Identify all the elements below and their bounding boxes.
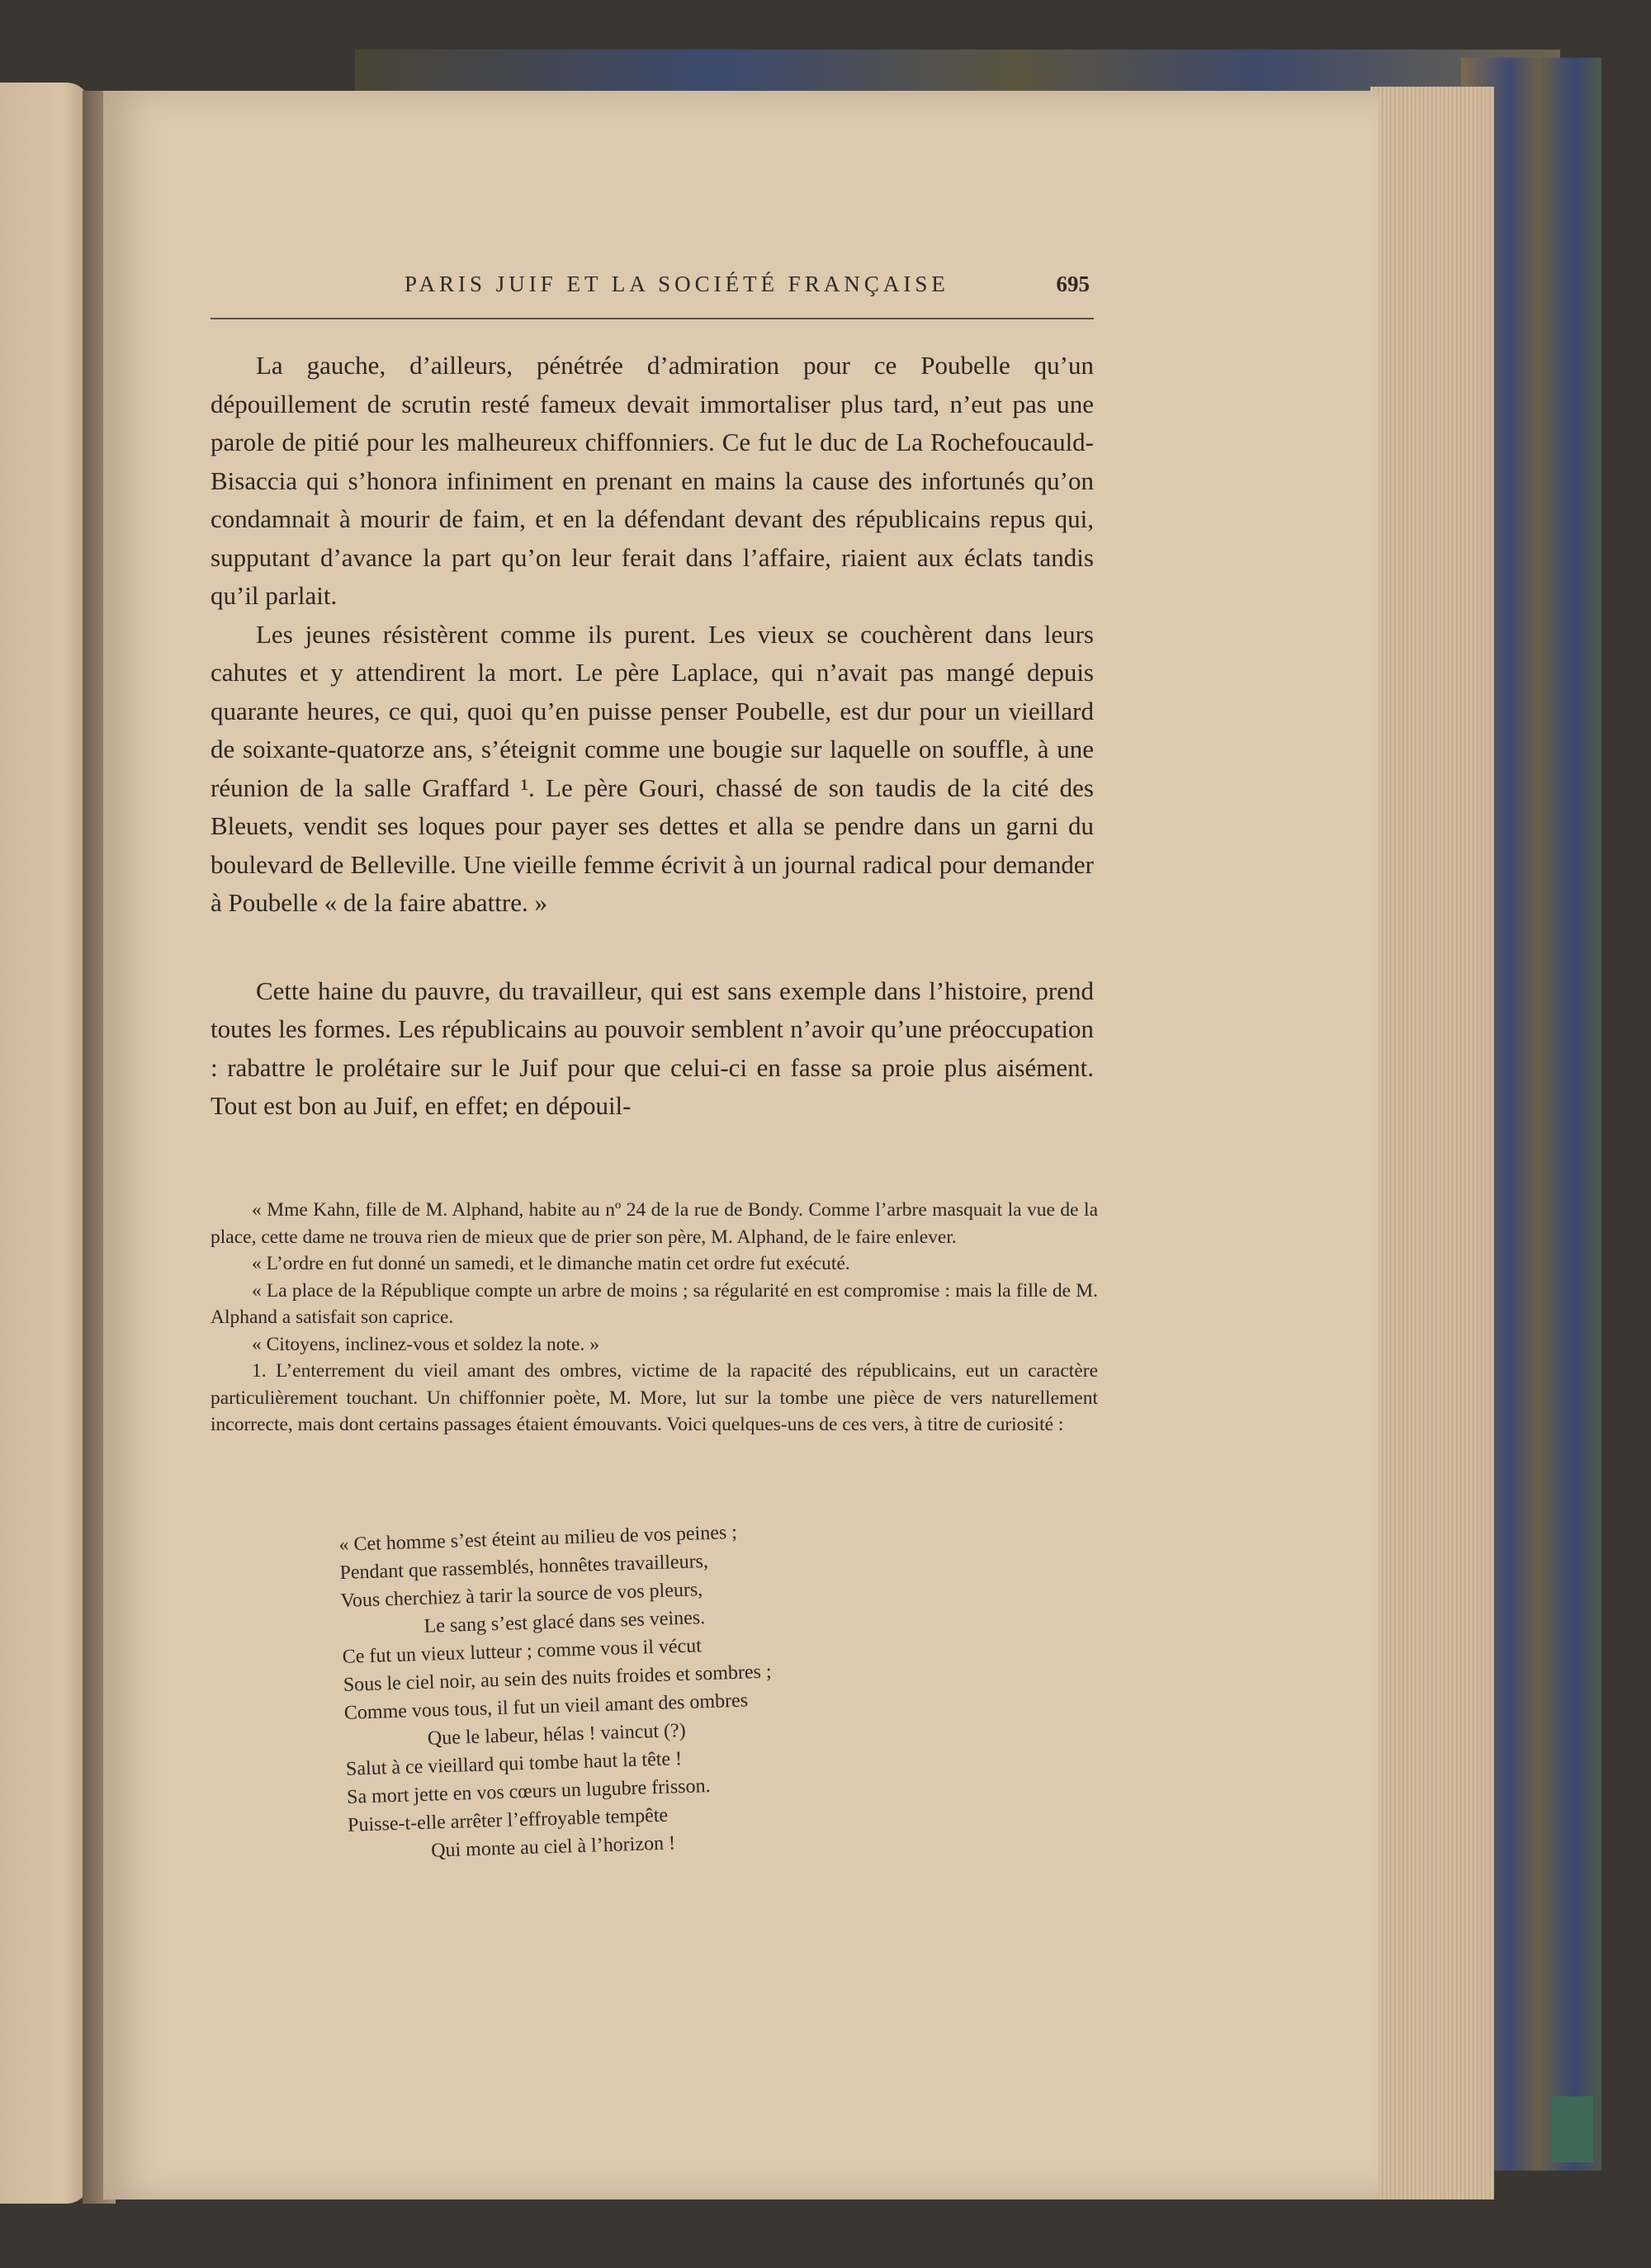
cover-corner: [1552, 2096, 1593, 2162]
poem-line: Comme vous tous, il fut un vieil amant des ombres: [343, 1689, 749, 1724]
footnotes: [211, 1197, 1098, 1439]
poem-line: Vous cherchiez à tarir la source de vos pleurs,: [340, 1579, 703, 1612]
poem-line: Que le labeur, hélas ! vaincut (?): [427, 1719, 687, 1750]
poem-line: Puisse-t-elle arrêter l’effroyable tempête: [347, 1804, 669, 1836]
poem-line: Le sang s’est glacé dans ses veines.: [423, 1607, 706, 1637]
paragraph: Cette haine du pauvre, du travailleur, qui est sans exemple dans l’histoire, prend toutes les formes. Les républicains au pouvoir semblent n’avoir qu’une préoccupation : rabattre le prolétaire sur le Juif pour que celui-ci en fasse sa proie plus aisément. Tout est bon au Juif, en effet; en dépouil-: [211, 976, 1094, 1120]
facing-page-edge: [0, 83, 91, 2204]
running-title: PARIS JUIF ET LA SOCIÉTÉ FRANÇAISE: [404, 272, 949, 296]
poem-line: Ce fut un vieux lutteur ; comme vous il vécut: [342, 1635, 703, 1668]
footnote-line: « Mme Kahn, fille de M. Alphand, habite au nº 24 de la rue de Bondy. Comme l’arbre masquait la vue de la place, cette dame ne trouva rien de mieux que de prier son père, M. Alphand, de le faire enlever.: [211, 1199, 1098, 1248]
poem-line: Salut à ce vieillard qui tombe haut la tête !: [345, 1748, 683, 1780]
main-text: [211, 347, 1094, 1126]
footnote-line: « La place de la République compte un arbre de moins ; sa régularité en est compromise : mais la fille de M. Alphand a satisfait son caprice.: [211, 1279, 1098, 1328]
paragraph: Les jeunes résistèrent comme ils purent. Les vieux se couchèrent dans leurs cahutes et y attendirent la mort. Le père Laplace, qui n’avait pas mangé depuis quarante heures, ce qui, quoi qu’en puisse penser Poubelle, est dur pour un vieillard de soixante-quatorze ans, s’éteignit comme une bougie sur laquelle on souffle, à une réunion de la salle Graffard ¹. Le père Gouri, chassé de son taudis de la cité des Bleuets, vendit ses loques pour payer ses dettes et alla se pendre dans un garni du boulevard de Belleville. Une vieille femme écrivit à un journal radical pour demander à Poubelle « de la faire abattre. »: [211, 619, 1094, 917]
page-stack-edge: [1370, 87, 1494, 2199]
footnote-line: « Citoyens, inclinez-vous et soldez la note. »: [252, 1333, 599, 1355]
paragraph: La gauche, d’ailleurs, pénétrée d’admiration pour ce Poubelle qu’un dépouillement de scrutin resté fameux devait immortaliser plus tard, n’eut pas une parole de pitié pour les malheureux chiffonniers. Ce fut le duc de La Rochefoucauld-Bisaccia qui s’honora infiniment en prenant en mains la cause des infortunés qu’on condamnait à mourir de faim, et en la défendant devant des républicains repus qui, supputant d’avance la part qu’on leur ferait dans l’affaire, riaient aux éclats tandis qu’il parlait.: [211, 351, 1094, 610]
poem-line: Pendant que rassemblés, honnêtes travailleurs,: [339, 1550, 709, 1584]
footnote-line: « L’ordre en fut donné un samedi, et le dimanche matin cet ordre fut exécuté.: [252, 1253, 850, 1274]
poem-line: « Cet homme s’est éteint au milieu de vos peines ;: [338, 1521, 738, 1556]
running-header: [211, 268, 1094, 319]
poem-line: Sous le ciel noir, au sein des nuits froides et sombres ;: [343, 1661, 772, 1696]
poem-line: Sa mort jette en vos cœurs un lugubre frisson.: [346, 1775, 711, 1808]
poem-line: Qui monte au ciel à l’horizon !: [430, 1832, 676, 1862]
footnote-1: 1. L’enterrement du vieil amant des ombres, victime de la rapacité des républicains, eut un caractère particulièrement touchant. Un chiffonnier poète, M. More, lut sur la tombe une pièce de vers naturellement incorrecte, mais dont certains passages étaient émouvants. Voici quelques-uns de ces vers, à titre de curiosité :: [211, 1360, 1098, 1435]
poem: [338, 1513, 926, 1868]
page-number: 695: [1056, 272, 1090, 296]
